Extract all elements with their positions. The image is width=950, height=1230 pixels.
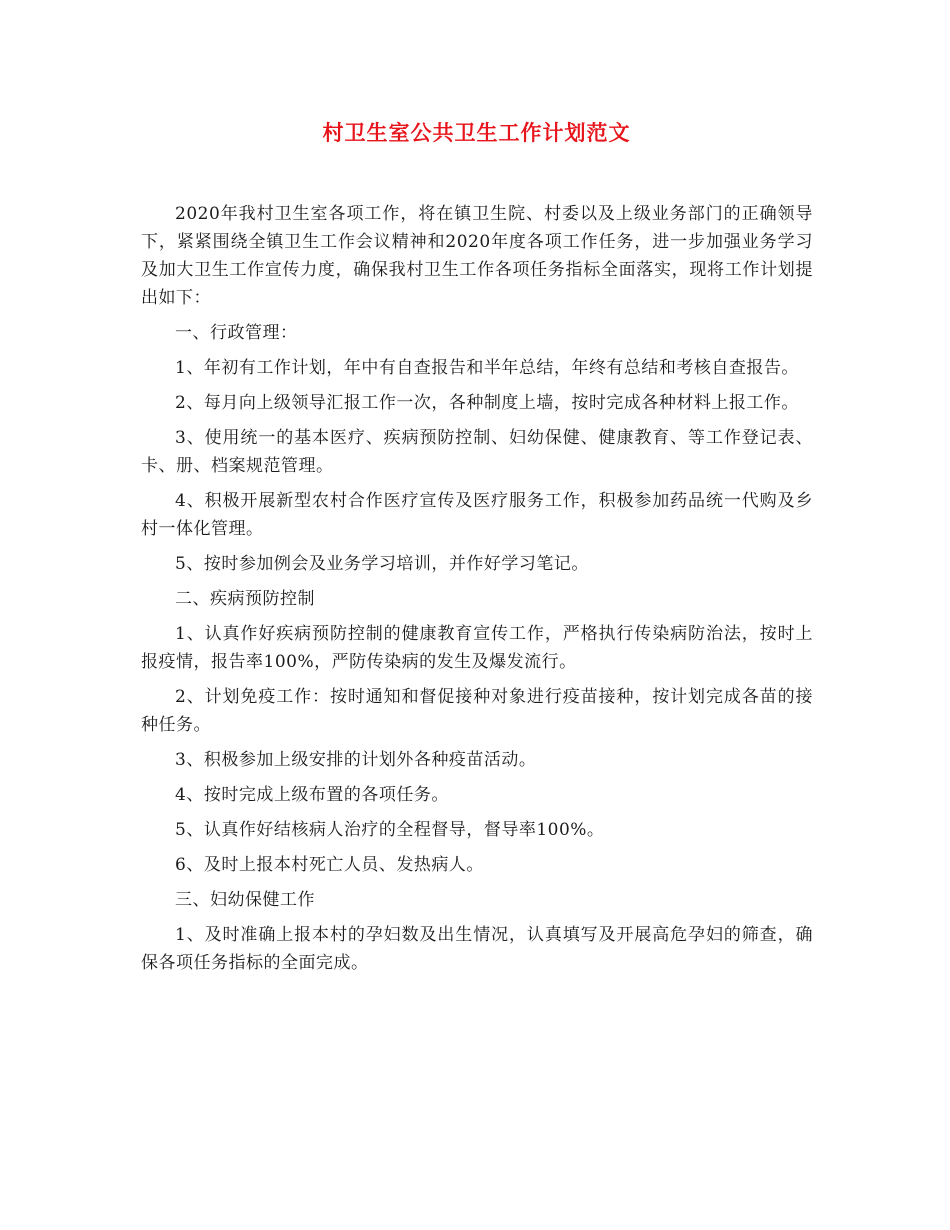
disease-item-4: 4、按时完成上级布置的各项任务。 [175,785,449,805]
disease-item-3: 3、积极参加上级安排的计划外各种疫苗活动。 [175,750,537,770]
admin-item-4: 4、积极开展新型农村合作医疗宣传及医疗服务工作，积极参加药品统一代购及乡村一体化管理。 [141,491,813,539]
section-heading-disease-control: 二、疾病预防控制 [175,589,315,609]
intro-paragraph: 2020年我村卫生室各项工作，将在镇卫生院、村委以及上级业务部门的正确领导下，紧紧围绕全镇卫生工作会议精神和2020年度各项工作任务，进一步加强业务学习及加大卫生工作宣传力度，确保我村卫生工作各项任务指标全面落实，现将工作计划提出如下： [141,204,813,308]
disease-item-6: 6、及时上报本村死亡人员、发热病人。 [175,855,484,875]
disease-item-5: 5、认真作好结核病人治疗的全程督导，督导率100%。 [175,820,605,840]
document-body [141,200,813,977]
admin-item-5: 5、按时参加例会及业务学习培训，并作好学习笔记。 [175,554,589,574]
admin-item-2: 2、每月向上级领导汇报工作一次，各种制度上墙，按时完成各种材料上报工作。 [175,393,799,413]
disease-item-2: 2、计划免疫工作：按时通知和督促接种对象进行疫苗接种，按计划完成各苗的接种任务。 [141,687,813,735]
maternal-item-1: 1、及时准确上报本村的孕妇数及出生情况，认真填写及开展高危孕妇的筛查，确保各项任务指标的全面完成。 [141,925,813,973]
admin-item-1: 1、年初有工作计划，年中有自查报告和半年总结，年终有总结和考核自查报告。 [175,358,799,378]
admin-item-3: 3、使用统一的基本医疗、疾病预防控制、妇幼保健、健康教育、等工作登记表、卡、册、档案规范管理。 [141,428,813,476]
section-heading-admin: 一、行政管理： [175,323,298,343]
document-title: 村卫生室公共卫生工作计划范文 [322,121,631,145]
disease-item-1: 1、认真作好疾病预防控制的健康教育宣传工作，严格执行传染病防治法，按时上报疫情，报告率100%，严防传染病的发生及爆发流行。 [141,624,813,672]
section-heading-maternal-child: 三、妇幼保健工作 [175,890,315,910]
